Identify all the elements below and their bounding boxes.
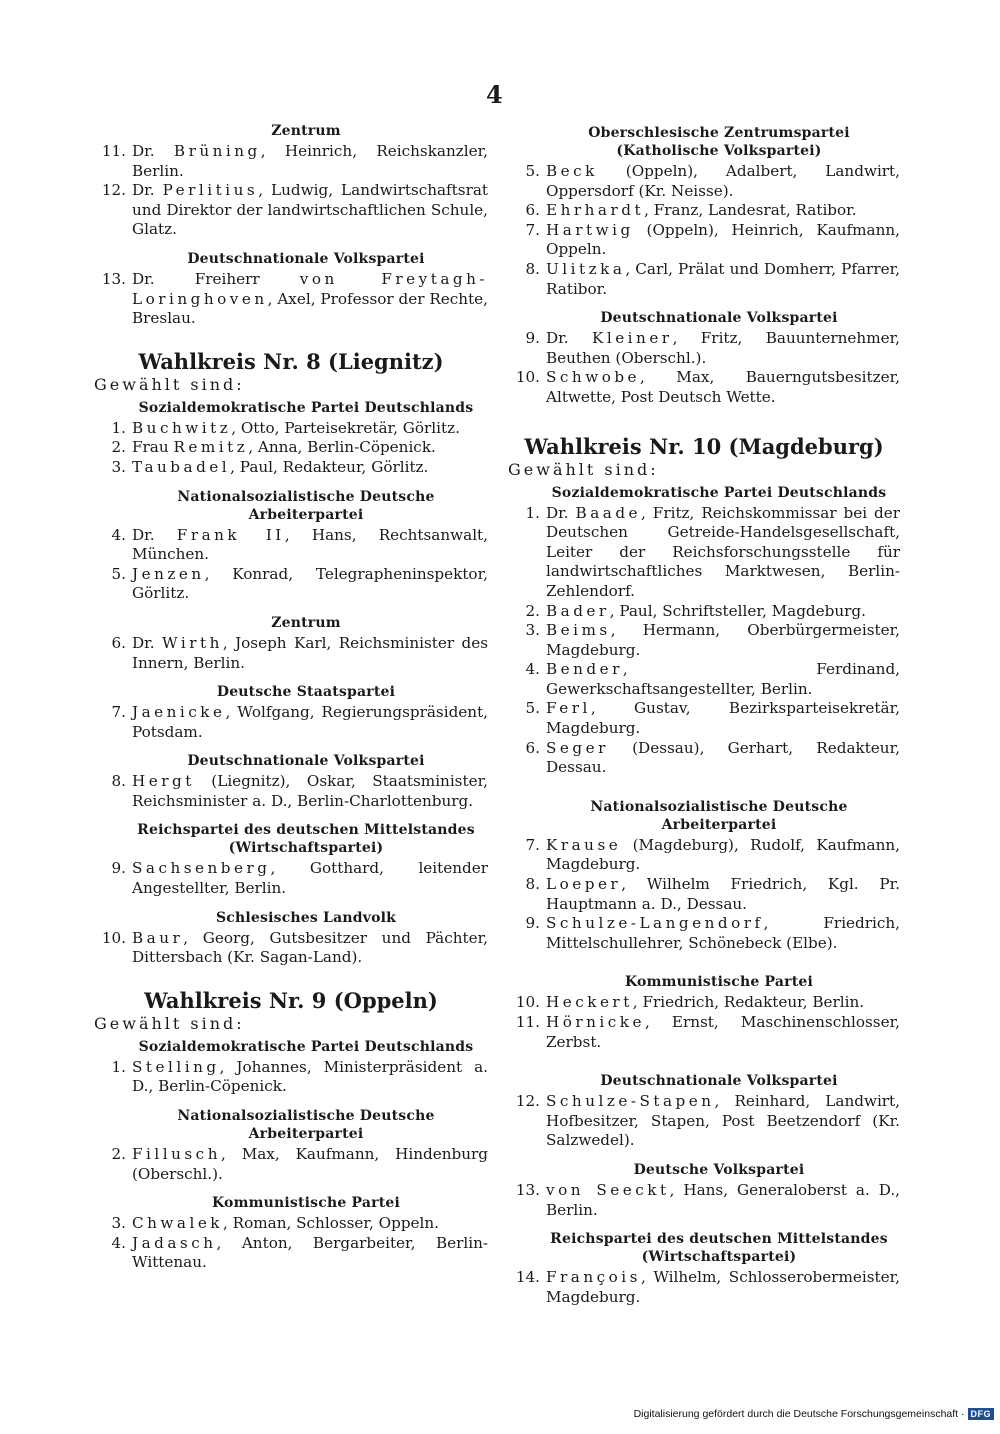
member-name: Seger	[546, 738, 609, 757]
member-name: Bader	[546, 601, 610, 620]
member-name: Hörnicke	[546, 1013, 645, 1031]
entry-prefix: Dr. Freiherr	[132, 269, 260, 288]
member-details: (Oppeln), Adalbert, Landwirt, Oppersdorf (Kr. Neisse).	[546, 162, 900, 200]
member-entry	[508, 368, 900, 407]
party-heading: Deutschnationale Volkspartei	[187, 250, 425, 267]
member-details: , Anna, Berlin-Cöpenick.	[248, 438, 436, 457]
entry-prefix: Dr.	[132, 633, 155, 652]
entry-prefix: Dr.	[546, 329, 569, 348]
entry-number: 6.	[525, 201, 540, 220]
member-details: , Carl, Prälat und Domherr, Pfarrer, Ratibor.	[546, 259, 900, 298]
entry-number: 12.	[515, 1092, 540, 1111]
member-entry	[508, 1268, 900, 1307]
entry-prefix: Dr.	[132, 181, 155, 200]
party-heading: Deutschnationale Volkspartei	[187, 753, 425, 770]
member-details: , Max, Kaufmann, Hindenburg (Oberschl.).	[132, 1145, 488, 1183]
member-entry	[508, 993, 900, 1013]
footer-text: Digitalisierung gefördert durch die Deutsche Forschungsgemeinschaft ·	[633, 1408, 965, 1420]
entry-number: 13.	[101, 269, 126, 288]
entry-number: 3.	[111, 457, 126, 476]
entry-number: 7.	[525, 220, 540, 239]
member-entry	[94, 929, 488, 968]
member-details: , Reinhard, Landwirt, Hofbesitzer, Stapen, Post Beetzendorf (Kr. Salzwedel).	[546, 1092, 900, 1150]
member-name: Hartwig	[546, 220, 634, 239]
member-name: von Freytagh-Loringhoven	[132, 269, 489, 308]
entry-prefix: Dr.	[132, 142, 155, 160]
entry-number: 5.	[525, 699, 540, 718]
member-entry	[94, 1234, 488, 1273]
member-entry	[94, 270, 488, 329]
entry-number: 10.	[515, 993, 540, 1012]
member-entry	[508, 329, 900, 368]
member-details: , Hans, Generaloberst a. D., Berlin.	[546, 1180, 900, 1219]
member-name: Jadasch	[132, 1233, 217, 1252]
member-details: , Fritz, Bauunternehmer, Beuthen (Oberschl.).	[546, 329, 900, 367]
member-details: , Axel, Professor der Rechte, Breslau.	[132, 289, 488, 328]
member-details: , Georg, Gutsbesitzer und Pächter, Dittersbach (Kr. Sagan-Land).	[132, 928, 488, 967]
member-details: , Konrad, Telegrapheninspektor, Görlitz.	[132, 564, 488, 603]
member-name: Schulze-Langendorf	[546, 914, 764, 933]
entry-number: 10.	[101, 928, 126, 947]
member-entry	[508, 1181, 900, 1220]
party-heading: Schlesisches Landvolk	[215, 909, 397, 926]
member-entry	[508, 260, 900, 299]
member-entry	[94, 419, 488, 439]
entry-number: 9.	[111, 859, 126, 878]
party-heading: Sozialdemokratische Partei Deutschlands	[138, 1038, 474, 1055]
entry-number: 8.	[525, 259, 540, 278]
member-name: Frank II	[176, 525, 285, 544]
member-name: François	[546, 1268, 641, 1287]
entry-number: 2.	[111, 438, 126, 457]
member-name: Schulze-Stapen	[546, 1092, 715, 1111]
member-details: , Franz, Landesrat, Ratibor.	[644, 201, 857, 220]
member-entry	[94, 1214, 488, 1234]
left-column	[94, 122, 488, 1273]
entry-number: 4.	[111, 525, 126, 544]
member-name: Chwalek	[132, 1214, 224, 1233]
member-details: , Friedrich, Mittelschullehrer, Schönebeck (Elbe).	[546, 914, 900, 952]
member-name: Jenzen	[132, 564, 205, 583]
member-name: Ehrhardt	[546, 201, 645, 220]
member-entry	[508, 875, 900, 914]
party-heading: Deutschnationale Volkspartei	[600, 310, 838, 327]
member-details: , Wolfgang, Regierungspräsident, Potsdam.	[132, 703, 488, 741]
member-name: von Seeckt	[546, 1180, 670, 1199]
member-entry	[94, 703, 488, 742]
member-entry	[94, 526, 488, 565]
member-name: Sachsenberg	[132, 859, 271, 878]
member-entry	[94, 565, 488, 604]
member-entry	[508, 1092, 900, 1151]
member-details: , Hans, Rechtsanwalt, München.	[132, 525, 488, 564]
entry-prefix: Frau	[132, 438, 169, 457]
member-details: , Wilhelm Friedrich, Kgl. Pr. Hauptmann a. D., Dessau.	[546, 875, 900, 913]
member-details: , Paul, Redakteur, Görlitz.	[230, 457, 429, 476]
page-number: 4	[486, 80, 503, 109]
member-name: Ulitzka	[546, 259, 626, 278]
entry-number: 6.	[525, 738, 540, 757]
member-details: , Anton, Bergarbeiter, Berlin-Wittenau.	[132, 1233, 488, 1272]
member-name: Beck	[546, 162, 598, 180]
party-heading: Deutsche Volkspartei	[633, 1161, 805, 1178]
party-heading: Deutsche Staatspartei	[216, 684, 396, 701]
member-details: (Dessau), Gerhart, Redakteur, Dessau.	[546, 738, 900, 777]
entry-number: 7.	[111, 703, 126, 722]
member-entry	[94, 181, 488, 240]
entry-number: 10.	[515, 368, 540, 387]
entry-prefix: Dr.	[132, 525, 155, 544]
member-entry	[94, 772, 488, 811]
party-heading: Reichspartei des deutschen Mittelstandes (Wirtschaftspartei)	[550, 1231, 888, 1266]
member-details: , Heinrich, Reichskanzler, Berlin.	[132, 142, 488, 180]
member-name: Heckert	[546, 993, 633, 1012]
member-entry	[508, 162, 900, 201]
member-entry	[508, 201, 900, 221]
member-entry	[94, 1145, 488, 1184]
member-details: , Joseph Karl, Reichsminister des Innern, Berlin.	[132, 633, 488, 672]
party-heading: Nationalsozialistische Deutsche Arbeiterpartei	[590, 798, 848, 833]
entry-number: 3.	[525, 621, 540, 640]
member-details: , Johannes, Ministerpräsident a. D., Berlin-Cöpenick.	[132, 1057, 488, 1096]
member-details: , Wilhelm, Schlosserobermeister, Magdeburg.	[546, 1268, 900, 1306]
member-entry	[508, 1013, 900, 1052]
party-heading: Zentrum	[271, 123, 341, 139]
member-name: Loeper	[546, 875, 622, 894]
member-name: Kleiner	[591, 329, 673, 348]
wahlkreis-heading: Wahlkreis Nr. 8 (Liegnitz)	[138, 348, 444, 374]
member-details: , Ernst, Maschinenschlosser, Zerbst.	[546, 1013, 900, 1051]
dfg-logo: DFG	[968, 1408, 995, 1420]
member-name: Bender	[546, 660, 623, 679]
member-details: , Friedrich, Redakteur, Berlin.	[632, 993, 865, 1012]
entry-number: 1.	[111, 418, 126, 437]
member-name: Ferl	[546, 699, 591, 718]
member-details: , Fritz, Reichskommissar bei der Deutschen Getreide-Handelsgesellschaft, Leiter der Reichsforschungsstelle für landwirtschaftliches Marktwesen, Berlin-Zehlendorf.	[546, 503, 900, 600]
member-details: (Magdeburg), Rudolf, Kaufmann, Magdeburg.	[546, 835, 900, 874]
member-name: Beims	[546, 621, 611, 640]
member-entry	[94, 859, 488, 898]
member-name: Krause	[546, 835, 622, 854]
entry-number: 14.	[515, 1268, 540, 1287]
entry-number: 11.	[101, 142, 126, 160]
elected-label: Gewählt sind:	[94, 1013, 245, 1033]
entry-number: 13.	[515, 1180, 540, 1199]
member-entry	[508, 660, 900, 699]
member-entry	[508, 504, 900, 602]
member-name: Perlitius	[162, 181, 259, 200]
member-name: Jaenicke	[132, 703, 226, 722]
entry-number: 2.	[525, 601, 540, 620]
wahlkreis-heading: Wahlkreis Nr. 10 (Magdeburg)	[524, 433, 884, 459]
entry-number: 5.	[525, 162, 540, 180]
party-heading: Reichspartei des deutschen Mittelstandes (Wirtschaftspartei)	[137, 822, 475, 857]
entry-number: 7.	[525, 835, 540, 854]
member-entry	[508, 739, 900, 778]
member-details: , Roman, Schlosser, Oppeln.	[223, 1214, 440, 1233]
member-entry	[508, 699, 900, 738]
entry-number: 11.	[515, 1013, 540, 1031]
member-entry	[508, 836, 900, 875]
digitization-footer	[634, 1408, 994, 1420]
entry-number: 5.	[111, 564, 126, 583]
party-heading: Nationalsozialistische Deutsche Arbeiterpartei	[177, 1108, 435, 1143]
entry-number: 4.	[111, 1233, 126, 1252]
member-details: , Ludwig, Landwirtschaftsrat und Direktor der landwirtschaftlichen Schule, Glatz.	[132, 181, 488, 239]
entry-prefix: Dr.	[546, 503, 569, 522]
member-details: , Gustav, Bezirksparteisekretär, Magdeburg.	[546, 699, 900, 738]
entry-number: 4.	[525, 660, 540, 679]
member-name: Stelling	[132, 1057, 220, 1076]
party-heading: Deutschnationale Volkspartei	[600, 1073, 838, 1090]
member-details: , Otto, Parteisekretär, Görlitz.	[231, 418, 460, 437]
member-details: , Paul, Schriftsteller, Magdeburg.	[609, 601, 866, 620]
member-entry	[508, 621, 900, 660]
party-heading: Sozialdemokratische Partei Deutschlands	[551, 484, 887, 501]
member-entry	[94, 438, 488, 458]
party-heading: Kommunistische Partei	[624, 974, 814, 991]
member-name: Baur	[132, 928, 184, 947]
member-name: Taubadel	[132, 457, 231, 476]
party-heading: Kommunistische Partei	[211, 1195, 401, 1212]
member-name: Hergt	[132, 772, 195, 791]
member-details: (Oppeln), Heinrich, Kaufmann, Oppeln.	[546, 220, 900, 259]
member-name: Wirth	[162, 633, 223, 652]
member-entry	[94, 634, 488, 673]
entry-number: 6.	[111, 633, 126, 652]
member-name: Baade	[575, 503, 642, 522]
member-name: Brüning	[173, 142, 261, 160]
member-name: Remitz	[173, 438, 249, 457]
entry-number: 3.	[111, 1214, 126, 1233]
member-entry	[508, 602, 900, 622]
member-details: , Gotthard, leitender Angestellter, Berlin.	[132, 859, 488, 898]
entry-number: 9.	[525, 914, 540, 933]
member-details: , Hermann, Oberbürgermeister, Magdeburg.	[546, 621, 900, 659]
elected-label: Gewählt sind:	[508, 459, 659, 479]
member-entry	[94, 458, 488, 478]
member-details: , Max, Bauerngutsbesitzer, Altwette, Post Deutsch Wette.	[546, 368, 900, 406]
member-name: Fillusch	[132, 1145, 221, 1164]
member-entry	[94, 1058, 488, 1097]
entry-number: 1.	[525, 503, 540, 522]
party-heading: Oberschlesische Zentrumspartei (Katholische Volkspartei)	[588, 125, 850, 159]
entry-number: 8.	[111, 772, 126, 791]
entry-number: 1.	[111, 1057, 126, 1076]
entry-number: 8.	[525, 875, 540, 894]
elected-label: Gewählt sind:	[94, 374, 245, 394]
entry-number: 12.	[101, 181, 126, 200]
wahlkreis-heading: Wahlkreis Nr. 9 (Oppeln)	[144, 987, 438, 1013]
member-name: Buchwitz	[132, 418, 232, 437]
party-heading: Sozialdemokratische Partei Deutschlands	[138, 399, 474, 416]
entry-number: 2.	[111, 1145, 126, 1164]
member-details: (Liegnitz), Oskar, Staatsminister, Reichsminister a. D., Berlin-Charlottenburg.	[132, 772, 488, 810]
member-entry	[508, 221, 900, 260]
entry-number: 9.	[525, 329, 540, 348]
member-entry	[94, 142, 488, 181]
member-name: Schwobe	[546, 368, 641, 387]
party-heading: Nationalsozialistische Deutsche Arbeiterpartei	[177, 488, 435, 523]
member-entry	[508, 914, 900, 953]
member-details: , Ferdinand, Gewerkschaftsangestellter, Berlin.	[546, 660, 900, 698]
right-column	[508, 124, 900, 1307]
party-heading: Zentrum	[271, 614, 341, 631]
